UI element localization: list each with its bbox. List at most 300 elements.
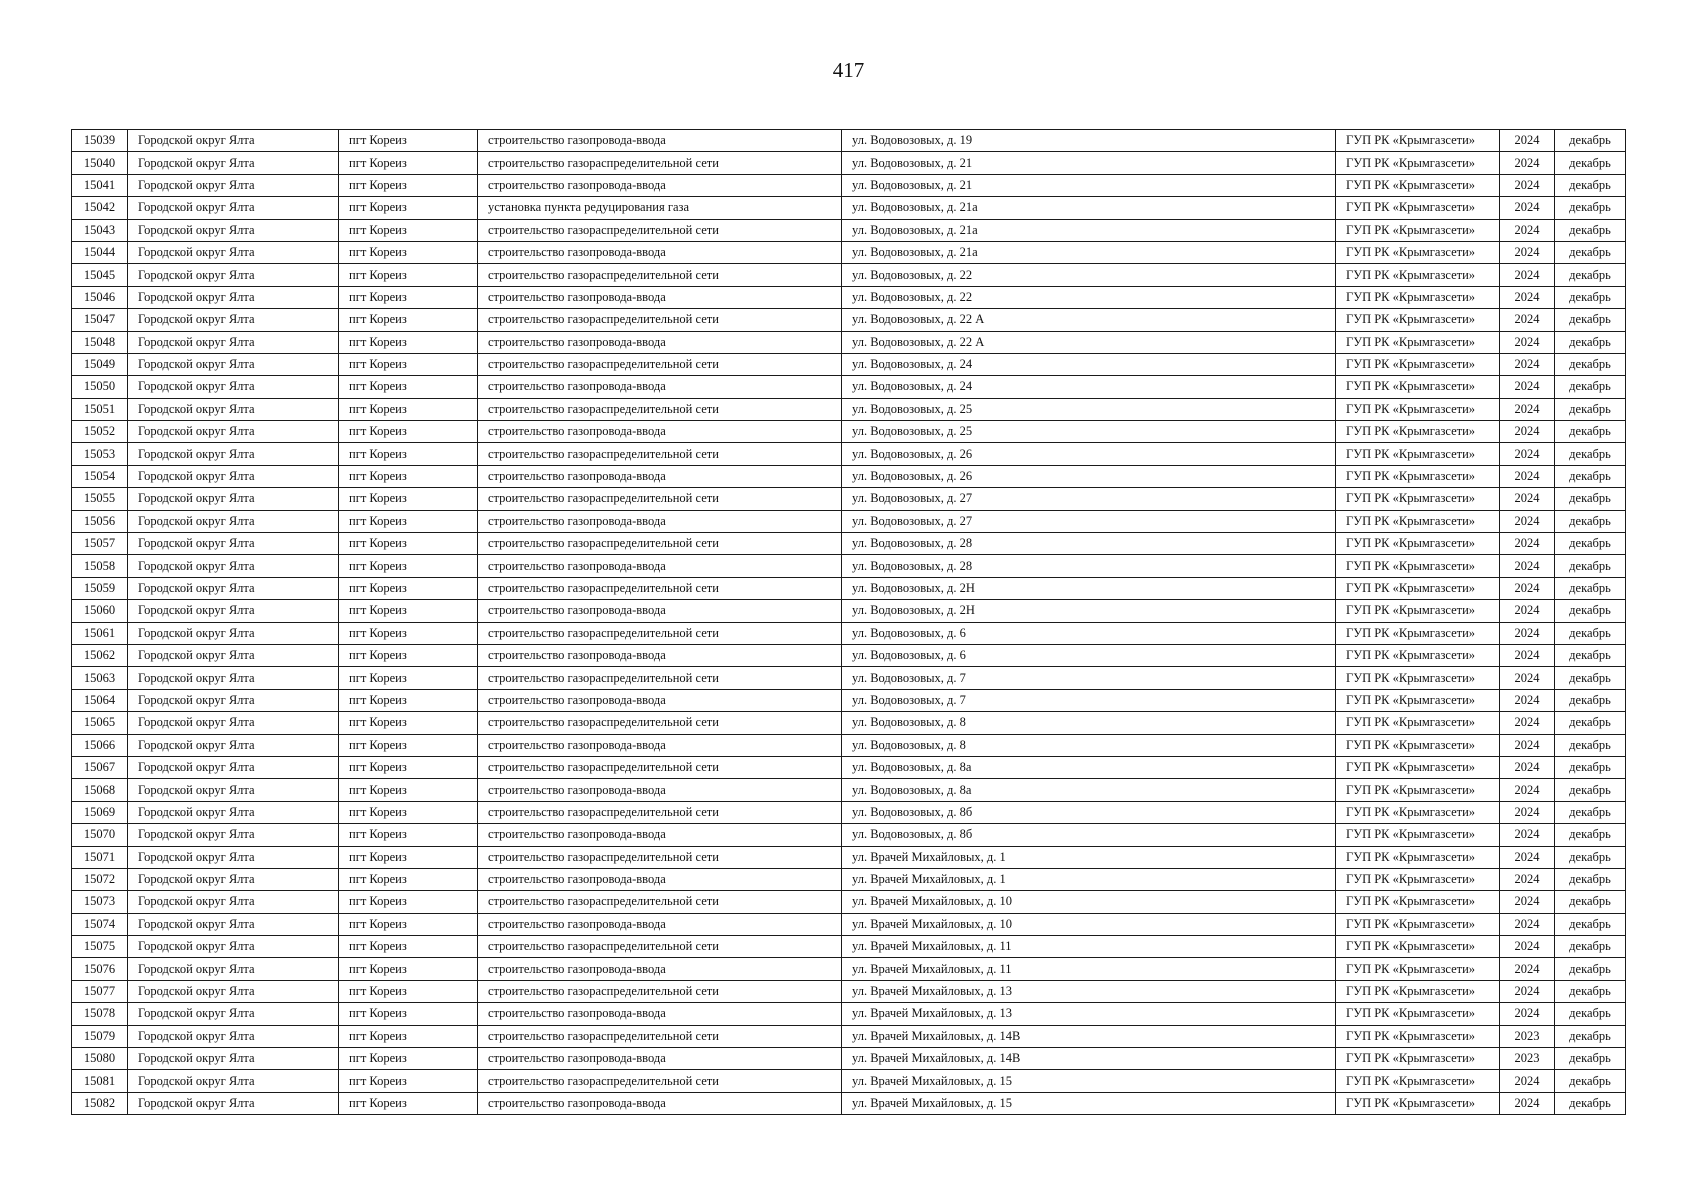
municipality-cell: Городской округ Ялта (128, 1048, 339, 1070)
month-cell: декабрь (1555, 958, 1626, 980)
municipality-cell: Городской округ Ялта (128, 353, 339, 375)
settlement-cell: пгт Кореиз (339, 779, 478, 801)
municipality-cell: Городской округ Ялта (128, 264, 339, 286)
table-row (72, 600, 1626, 622)
month-cell: декабрь (1555, 734, 1626, 756)
work-type-cell: строительство газопровода-ввода (478, 734, 842, 756)
month-cell: декабрь (1555, 756, 1626, 778)
month-cell: декабрь (1555, 219, 1626, 241)
address-cell: ул. Водовозовых, д. 7 (842, 667, 1336, 689)
month-cell: декабрь (1555, 286, 1626, 308)
municipality-cell: Городской округ Ялта (128, 1092, 339, 1114)
row-number-cell: 15056 (72, 510, 128, 532)
settlement-cell: пгт Кореиз (339, 891, 478, 913)
table-row (72, 130, 1626, 152)
month-cell: декабрь (1555, 846, 1626, 868)
row-number-cell: 15050 (72, 376, 128, 398)
month-cell: декабрь (1555, 398, 1626, 420)
address-cell: ул. Врачей Михайловых, д. 15 (842, 1070, 1336, 1092)
year-cell: 2024 (1500, 174, 1555, 196)
operator-cell: ГУП РК «Крымгазсети» (1336, 1048, 1500, 1070)
month-cell: декабрь (1555, 689, 1626, 711)
work-type-cell: строительство газопровода-ввода (478, 241, 842, 263)
table-row (72, 286, 1626, 308)
table-row (72, 667, 1626, 689)
work-type-cell: строительство газораспределительной сети (478, 488, 842, 510)
settlement-cell: пгт Кореиз (339, 980, 478, 1002)
year-cell: 2023 (1500, 1025, 1555, 1047)
year-cell: 2024 (1500, 577, 1555, 599)
year-cell: 2024 (1500, 152, 1555, 174)
year-cell: 2024 (1500, 756, 1555, 778)
row-number-cell: 15073 (72, 891, 128, 913)
operator-cell: ГУП РК «Крымгазсети» (1336, 734, 1500, 756)
year-cell: 2024 (1500, 219, 1555, 241)
municipality-cell: Городской округ Ялта (128, 712, 339, 734)
work-type-cell: строительство газопровода-ввода (478, 958, 842, 980)
address-cell: ул. Водовозовых, д. 21а (842, 241, 1336, 263)
month-cell: декабрь (1555, 533, 1626, 555)
settlement-cell: пгт Кореиз (339, 533, 478, 555)
operator-cell: ГУП РК «Крымгазсети» (1336, 801, 1500, 823)
work-type-cell: строительство газопровода-ввода (478, 130, 842, 152)
municipality-cell: Городской округ Ялта (128, 1003, 339, 1025)
operator-cell: ГУП РК «Крымгазсети» (1336, 913, 1500, 935)
table-row (72, 465, 1626, 487)
settlement-cell: пгт Кореиз (339, 936, 478, 958)
municipality-cell: Городской округ Ялта (128, 219, 339, 241)
table-row (72, 398, 1626, 420)
month-cell: декабрь (1555, 510, 1626, 532)
address-cell: ул. Водовозовых, д. 27 (842, 488, 1336, 510)
row-number-cell: 15064 (72, 689, 128, 711)
settlement-cell: пгт Кореиз (339, 421, 478, 443)
year-cell: 2024 (1500, 779, 1555, 801)
municipality-cell: Городской округ Ялта (128, 465, 339, 487)
address-cell: ул. Водовозовых, д. 24 (842, 376, 1336, 398)
table-row (72, 533, 1626, 555)
municipality-cell: Городской округ Ялта (128, 443, 339, 465)
month-cell: декабрь (1555, 488, 1626, 510)
municipality-cell: Городской округ Ялта (128, 241, 339, 263)
settlement-cell: пгт Кореиз (339, 1048, 478, 1070)
settlement-cell: пгт Кореиз (339, 600, 478, 622)
address-cell: ул. Водовозовых, д. 21 (842, 174, 1336, 196)
table-row (72, 891, 1626, 913)
municipality-cell: Городской округ Ялта (128, 644, 339, 666)
address-cell: ул. Врачей Михайловых, д. 13 (842, 980, 1336, 1002)
row-number-cell: 15062 (72, 644, 128, 666)
row-number-cell: 15055 (72, 488, 128, 510)
address-cell: ул. Водовозовых, д. 22 А (842, 309, 1336, 331)
table-row (72, 219, 1626, 241)
month-cell: декабрь (1555, 1003, 1626, 1025)
address-cell: ул. Водовозовых, д. 21 (842, 152, 1336, 174)
address-cell: ул. Водовозовых, д. 19 (842, 130, 1336, 152)
work-type-cell: строительство газопровода-ввода (478, 510, 842, 532)
month-cell: декабрь (1555, 824, 1626, 846)
address-cell: ул. Врачей Михайловых, д. 11 (842, 958, 1336, 980)
table-row (72, 622, 1626, 644)
year-cell: 2024 (1500, 1003, 1555, 1025)
work-type-cell: строительство газопровода-ввода (478, 913, 842, 935)
settlement-cell: пгт Кореиз (339, 376, 478, 398)
address-cell: ул. Водовозовых, д. 26 (842, 465, 1336, 487)
settlement-cell: пгт Кореиз (339, 174, 478, 196)
row-number-cell: 15075 (72, 936, 128, 958)
work-type-cell: строительство газораспределительной сети (478, 980, 842, 1002)
year-cell: 2024 (1500, 936, 1555, 958)
year-cell: 2024 (1500, 824, 1555, 846)
municipality-cell: Городской округ Ялта (128, 980, 339, 1002)
work-type-cell: строительство газопровода-ввода (478, 376, 842, 398)
address-cell: ул. Водовозовых, д. 21а (842, 197, 1336, 219)
settlement-cell: пгт Кореиз (339, 219, 478, 241)
year-cell: 2024 (1500, 667, 1555, 689)
table-row (72, 958, 1626, 980)
municipality-cell: Городской округ Ялта (128, 622, 339, 644)
address-cell: ул. Водовозовых, д. 2Н (842, 600, 1336, 622)
month-cell: декабрь (1555, 644, 1626, 666)
operator-cell: ГУП РК «Крымгазсети» (1336, 152, 1500, 174)
settlement-cell: пгт Кореиз (339, 130, 478, 152)
row-number-cell: 15066 (72, 734, 128, 756)
year-cell: 2024 (1500, 510, 1555, 532)
work-type-cell: строительство газораспределительной сети (478, 801, 842, 823)
work-type-cell: строительство газораспределительной сети (478, 756, 842, 778)
table-row (72, 376, 1626, 398)
settlement-cell: пгт Кореиз (339, 286, 478, 308)
row-number-cell: 15042 (72, 197, 128, 219)
month-cell: декабрь (1555, 465, 1626, 487)
month-cell: декабрь (1555, 779, 1626, 801)
row-number-cell: 15047 (72, 309, 128, 331)
table-row (72, 488, 1626, 510)
row-number-cell: 15040 (72, 152, 128, 174)
row-number-cell: 15079 (72, 1025, 128, 1047)
municipality-cell: Городской округ Ялта (128, 488, 339, 510)
municipality-cell: Городской округ Ялта (128, 891, 339, 913)
row-number-cell: 15080 (72, 1048, 128, 1070)
row-number-cell: 15082 (72, 1092, 128, 1114)
row-number-cell: 15043 (72, 219, 128, 241)
work-type-cell: строительство газораспределительной сети (478, 712, 842, 734)
work-type-cell: строительство газопровода-ввода (478, 555, 842, 577)
month-cell: декабрь (1555, 152, 1626, 174)
table-row (72, 734, 1626, 756)
row-number-cell: 15054 (72, 465, 128, 487)
table-row (72, 846, 1626, 868)
row-number-cell: 15077 (72, 980, 128, 1002)
table-row (72, 443, 1626, 465)
row-number-cell: 15069 (72, 801, 128, 823)
month-cell: декабрь (1555, 264, 1626, 286)
settlement-cell: пгт Кореиз (339, 264, 478, 286)
row-number-cell: 15065 (72, 712, 128, 734)
month-cell: декабрь (1555, 555, 1626, 577)
row-number-cell: 15048 (72, 331, 128, 353)
municipality-cell: Городской округ Ялта (128, 824, 339, 846)
settlement-cell: пгт Кореиз (339, 644, 478, 666)
year-cell: 2024 (1500, 622, 1555, 644)
settlement-cell: пгт Кореиз (339, 555, 478, 577)
operator-cell: ГУП РК «Крымгазсети» (1336, 622, 1500, 644)
operator-cell: ГУП РК «Крымгазсети» (1336, 1070, 1500, 1092)
settlement-cell: пгт Кореиз (339, 197, 478, 219)
settlement-cell: пгт Кореиз (339, 443, 478, 465)
address-cell: ул. Водовозовых, д. 26 (842, 443, 1336, 465)
row-number-cell: 15045 (72, 264, 128, 286)
table-row (72, 241, 1626, 263)
address-cell: ул. Водовозовых, д. 8 (842, 734, 1336, 756)
address-cell: ул. Водовозовых, д. 22 (842, 286, 1336, 308)
gas-objects-table (71, 129, 1626, 1115)
settlement-cell: пгт Кореиз (339, 801, 478, 823)
operator-cell: ГУП РК «Крымгазсети» (1336, 936, 1500, 958)
operator-cell: ГУП РК «Крымгазсети» (1336, 824, 1500, 846)
address-cell: ул. Водовозовых, д. 27 (842, 510, 1336, 532)
row-number-cell: 15071 (72, 846, 128, 868)
operator-cell: ГУП РК «Крымгазсети» (1336, 219, 1500, 241)
municipality-cell: Городской округ Ялта (128, 152, 339, 174)
address-cell: ул. Водовозовых, д. 8а (842, 756, 1336, 778)
operator-cell: ГУП РК «Крымгазсети» (1336, 331, 1500, 353)
work-type-cell: строительство газопровода-ввода (478, 1092, 842, 1114)
work-type-cell: строительство газораспределительной сети (478, 533, 842, 555)
year-cell: 2024 (1500, 398, 1555, 420)
work-type-cell: строительство газопровода-ввода (478, 779, 842, 801)
year-cell: 2024 (1500, 801, 1555, 823)
month-cell: декабрь (1555, 421, 1626, 443)
table-row (72, 801, 1626, 823)
operator-cell: ГУП РК «Крымгазсети» (1336, 689, 1500, 711)
work-type-cell: строительство газопровода-ввода (478, 824, 842, 846)
work-type-cell: строительство газопровода-ввода (478, 421, 842, 443)
address-cell: ул. Водовозовых, д. 8б (842, 801, 1336, 823)
address-cell: ул. Врачей Михайловых, д. 15 (842, 1092, 1336, 1114)
month-cell: декабрь (1555, 197, 1626, 219)
row-number-cell: 15051 (72, 398, 128, 420)
municipality-cell: Городской округ Ялта (128, 286, 339, 308)
address-cell: ул. Водовозовых, д. 2Н (842, 577, 1336, 599)
work-type-cell: строительство газораспределительной сети (478, 577, 842, 599)
table-row (72, 1025, 1626, 1047)
table-row (72, 779, 1626, 801)
operator-cell: ГУП РК «Крымгазсети» (1336, 465, 1500, 487)
month-cell: декабрь (1555, 913, 1626, 935)
year-cell: 2024 (1500, 533, 1555, 555)
work-type-cell: строительство газораспределительной сети (478, 309, 842, 331)
row-number-cell: 15039 (72, 130, 128, 152)
municipality-cell: Городской округ Ялта (128, 734, 339, 756)
municipality-cell: Городской округ Ялта (128, 555, 339, 577)
year-cell: 2024 (1500, 331, 1555, 353)
operator-cell: ГУП РК «Крымгазсети» (1336, 1025, 1500, 1047)
table-row (72, 644, 1626, 666)
month-cell: декабрь (1555, 241, 1626, 263)
month-cell: декабрь (1555, 331, 1626, 353)
operator-cell: ГУП РК «Крымгазсети» (1336, 1092, 1500, 1114)
table-row (72, 264, 1626, 286)
work-type-cell: строительство газораспределительной сети (478, 846, 842, 868)
work-type-cell: строительство газораспределительной сети (478, 891, 842, 913)
operator-cell: ГУП РК «Крымгазсети» (1336, 174, 1500, 196)
month-cell: декабрь (1555, 600, 1626, 622)
table-row (72, 331, 1626, 353)
year-cell: 2024 (1500, 891, 1555, 913)
table-row (72, 1003, 1626, 1025)
municipality-cell: Городской округ Ялта (128, 600, 339, 622)
table-row (72, 353, 1626, 375)
operator-cell: ГУП РК «Крымгазсети» (1336, 756, 1500, 778)
work-type-cell: строительство газопровода-ввода (478, 1048, 842, 1070)
municipality-cell: Городской округ Ялта (128, 913, 339, 935)
row-number-cell: 15068 (72, 779, 128, 801)
address-cell: ул. Врачей Михайловых, д. 1 (842, 868, 1336, 890)
month-cell: декабрь (1555, 309, 1626, 331)
municipality-cell: Городской округ Ялта (128, 197, 339, 219)
address-cell: ул. Врачей Михайловых, д. 13 (842, 1003, 1336, 1025)
settlement-cell: пгт Кореиз (339, 1003, 478, 1025)
settlement-cell: пгт Кореиз (339, 824, 478, 846)
month-cell: декабрь (1555, 712, 1626, 734)
municipality-cell: Городской округ Ялта (128, 331, 339, 353)
operator-cell: ГУП РК «Крымгазсети» (1336, 600, 1500, 622)
operator-cell: ГУП РК «Крымгазсети» (1336, 510, 1500, 532)
work-type-cell: строительство газораспределительной сети (478, 1025, 842, 1047)
municipality-cell: Городской округ Ялта (128, 376, 339, 398)
address-cell: ул. Водовозовых, д. 25 (842, 421, 1336, 443)
table-row (72, 1070, 1626, 1092)
settlement-cell: пгт Кореиз (339, 309, 478, 331)
municipality-cell: Городской округ Ялта (128, 510, 339, 532)
month-cell: декабрь (1555, 801, 1626, 823)
municipality-cell: Городской округ Ялта (128, 667, 339, 689)
row-number-cell: 15078 (72, 1003, 128, 1025)
operator-cell: ГУП РК «Крымгазсети» (1336, 779, 1500, 801)
row-number-cell: 15044 (72, 241, 128, 263)
row-number-cell: 15059 (72, 577, 128, 599)
address-cell: ул. Водовозовых, д. 22 (842, 264, 1336, 286)
work-type-cell: строительство газораспределительной сети (478, 667, 842, 689)
work-type-cell: строительство газораспределительной сети (478, 443, 842, 465)
address-cell: ул. Врачей Михайловых, д. 11 (842, 936, 1336, 958)
operator-cell: ГУП РК «Крымгазсети» (1336, 533, 1500, 555)
table-row (72, 913, 1626, 935)
table-row (72, 868, 1626, 890)
month-cell: декабрь (1555, 980, 1626, 1002)
municipality-cell: Городской округ Ялта (128, 130, 339, 152)
settlement-cell: пгт Кореиз (339, 488, 478, 510)
table-row (72, 756, 1626, 778)
settlement-cell: пгт Кореиз (339, 353, 478, 375)
row-number-cell: 15052 (72, 421, 128, 443)
year-cell: 2024 (1500, 465, 1555, 487)
operator-cell: ГУП РК «Крымгазсети» (1336, 712, 1500, 734)
address-cell: ул. Врачей Михайловых, д. 10 (842, 913, 1336, 935)
municipality-cell: Городской округ Ялта (128, 398, 339, 420)
work-type-cell: строительство газораспределительной сети (478, 219, 842, 241)
settlement-cell: пгт Кореиз (339, 1070, 478, 1092)
year-cell: 2024 (1500, 443, 1555, 465)
table-body (72, 130, 1626, 1115)
address-cell: ул. Водовозовых, д. 28 (842, 533, 1336, 555)
year-cell: 2024 (1500, 1070, 1555, 1092)
address-cell: ул. Врачей Михайловых, д. 1 (842, 846, 1336, 868)
settlement-cell: пгт Кореиз (339, 913, 478, 935)
operator-cell: ГУП РК «Крымгазсети» (1336, 197, 1500, 219)
address-cell: ул. Водовозовых, д. 28 (842, 555, 1336, 577)
month-cell: декабрь (1555, 1070, 1626, 1092)
settlement-cell: пгт Кореиз (339, 622, 478, 644)
operator-cell: ГУП РК «Крымгазсети» (1336, 555, 1500, 577)
year-cell: 2024 (1500, 421, 1555, 443)
month-cell: декабрь (1555, 376, 1626, 398)
address-cell: ул. Водовозовых, д. 6 (842, 622, 1336, 644)
table-row (72, 936, 1626, 958)
month-cell: декабрь (1555, 577, 1626, 599)
operator-cell: ГУП РК «Крымгазсети» (1336, 644, 1500, 666)
work-type-cell: строительство газопровода-ввода (478, 331, 842, 353)
work-type-cell: строительство газораспределительной сети (478, 152, 842, 174)
municipality-cell: Городской округ Ялта (128, 801, 339, 823)
table-row (72, 980, 1626, 1002)
month-cell: декабрь (1555, 1092, 1626, 1114)
settlement-cell: пгт Кореиз (339, 667, 478, 689)
table-row (72, 197, 1626, 219)
operator-cell: ГУП РК «Крымгазсети» (1336, 241, 1500, 263)
work-type-cell: строительство газопровода-ввода (478, 644, 842, 666)
municipality-cell: Городской округ Ялта (128, 1025, 339, 1047)
year-cell: 2024 (1500, 197, 1555, 219)
row-number-cell: 15046 (72, 286, 128, 308)
month-cell: декабрь (1555, 353, 1626, 375)
work-type-cell: установка пункта редуцирования газа (478, 197, 842, 219)
operator-cell: ГУП РК «Крымгазсети» (1336, 376, 1500, 398)
work-type-cell: строительство газопровода-ввода (478, 600, 842, 622)
table-row (72, 309, 1626, 331)
row-number-cell: 15041 (72, 174, 128, 196)
address-cell: ул. Водовозовых, д. 8б (842, 824, 1336, 846)
operator-cell: ГУП РК «Крымгазсети» (1336, 488, 1500, 510)
operator-cell: ГУП РК «Крымгазсети» (1336, 980, 1500, 1002)
settlement-cell: пгт Кореиз (339, 398, 478, 420)
table-row (72, 824, 1626, 846)
table-row (72, 712, 1626, 734)
year-cell: 2024 (1500, 980, 1555, 1002)
month-cell: декабрь (1555, 1048, 1626, 1070)
month-cell: декабрь (1555, 622, 1626, 644)
settlement-cell: пгт Кореиз (339, 465, 478, 487)
row-number-cell: 15074 (72, 913, 128, 935)
year-cell: 2024 (1500, 600, 1555, 622)
table-row (72, 174, 1626, 196)
municipality-cell: Городской округ Ялта (128, 779, 339, 801)
operator-cell: ГУП РК «Крымгазсети» (1336, 1003, 1500, 1025)
settlement-cell: пгт Кореиз (339, 756, 478, 778)
work-type-cell: строительство газопровода-ввода (478, 286, 842, 308)
year-cell: 2024 (1500, 1092, 1555, 1114)
settlement-cell: пгт Кореиз (339, 868, 478, 890)
municipality-cell: Городской округ Ялта (128, 421, 339, 443)
municipality-cell: Городской округ Ялта (128, 936, 339, 958)
year-cell: 2024 (1500, 286, 1555, 308)
operator-cell: ГУП РК «Крымгазсети» (1336, 891, 1500, 913)
municipality-cell: Городской округ Ялта (128, 868, 339, 890)
table-row (72, 1048, 1626, 1070)
year-cell: 2024 (1500, 130, 1555, 152)
table-row (72, 555, 1626, 577)
